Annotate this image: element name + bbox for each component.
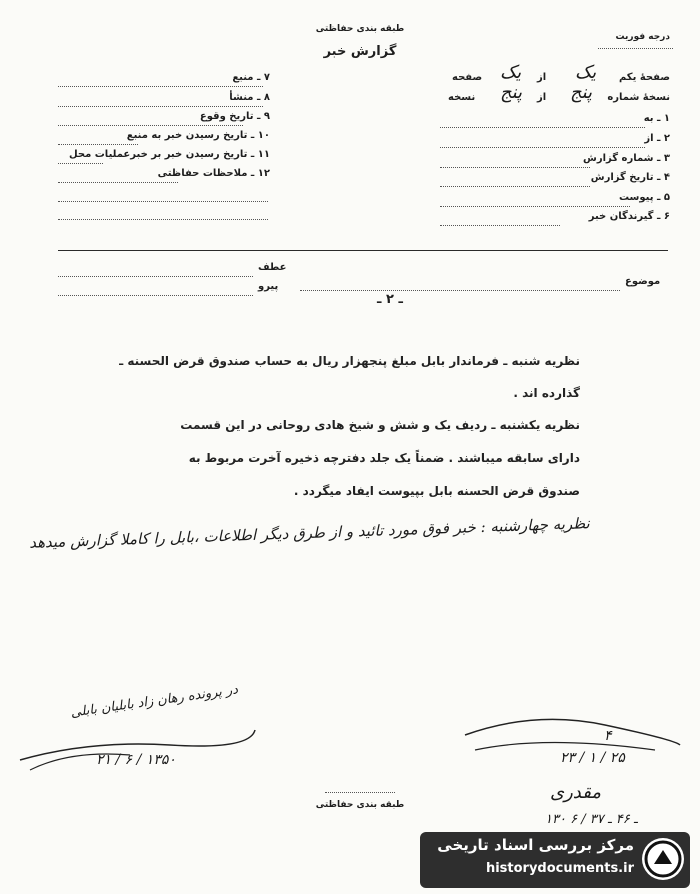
field-recipients-line	[440, 225, 560, 226]
body-line: گذارده اند .	[513, 386, 580, 400]
field-origin-line	[58, 106, 263, 107]
field-source-label: ۷ ـ منبع	[232, 72, 270, 83]
field-report-date-line	[440, 186, 590, 187]
header-separator	[58, 250, 668, 251]
signature-name: مقدری	[550, 782, 601, 803]
copy-number-sep: از	[537, 92, 547, 103]
field-from-label: ۲ ـ از	[644, 133, 670, 144]
peyro-line	[58, 295, 253, 296]
body-line: نظریه شنبه ـ فرماندار بابل مبلغ پنجهزار ریال به حساب صندوق قرض الحسنه ـ	[119, 354, 580, 368]
page-of-hand-2: یک	[500, 62, 522, 83]
copy-number-hand-2: پنج	[500, 82, 523, 103]
priority-line	[598, 48, 673, 49]
field-report-date-label: ۴ ـ تاریخ گزارش	[590, 172, 670, 183]
copy-number-unit: نسخه	[448, 92, 476, 103]
page-of-sep: از	[537, 72, 547, 83]
page-of-hand-1: یک	[575, 62, 597, 83]
field-event-date-label: ۹ ـ تاریخ وقوع	[199, 111, 270, 122]
page-number: ـ ۲ ـ	[377, 292, 403, 307]
signature-line2: ۲۳ / ۱ / ۲۵	[560, 750, 625, 766]
field-recipients-label: ۶ ـ گیرندگان خبر	[588, 211, 670, 222]
field-report-number-line	[440, 167, 590, 168]
subject-line	[300, 290, 620, 291]
signature-code: ۱۳۰ ـ ۴۶ ـ ۳۷ / ۶	[545, 812, 638, 827]
peyro-label: پیرو	[258, 281, 279, 292]
copy-number-label: نسخهٔ شماره	[607, 92, 670, 103]
field-event-date-line	[58, 125, 243, 126]
field-origin-label: ۸ ـ منشأ	[229, 92, 270, 103]
subject-label: موضوع	[625, 276, 661, 287]
atf-line	[58, 276, 253, 277]
page-of-unit: صفحه	[452, 72, 483, 83]
field-extra-line-2	[58, 219, 268, 220]
page-of-label: صفحهٔ یکم	[618, 72, 670, 83]
body-line: صندوق قرض الحسنه بابل بپیوست ایفاد میگردد .	[293, 484, 580, 498]
signature-line1: ۴	[604, 728, 612, 744]
bottom-left-scribble	[10, 700, 260, 780]
field-extra-line-1	[58, 201, 268, 202]
bottom-left-date: ۲۱ / ۶ / ۱۳۵۰	[96, 752, 176, 768]
field-attachment-line	[440, 206, 630, 207]
field-attachment-label: ۵ ـ پیوست	[618, 192, 670, 203]
bottom-left-note: در پرونده رهان زاد بابلیان بابلی	[69, 682, 239, 721]
field-report-number-label: ۳ ـ شماره گزارش	[583, 153, 670, 164]
atf-label: عطف	[258, 262, 287, 273]
classification-header: طبقه بندی حفاظتی	[315, 24, 405, 34]
field-security-notes-label: ۱۲ ـ ملاحظات حفاظتی	[157, 168, 270, 179]
field-from-line	[440, 147, 645, 148]
handwritten-note: نظریه چهارشنبه : خبر فوق مورد تائید و از طرق دیگر اطلاعات ،بابل را کاملا گزارش میدهد	[28, 514, 591, 552]
field-news-to-ops-line	[58, 163, 103, 164]
body-line: دارای سابقه میباشند . ضمناً یک جلد دفترچه ذخیره آخرت مربوط به	[188, 451, 580, 465]
field-news-to-ops-label: ۱۱ ـ تاریخ رسیدن خبر بر خبرعملیات محل	[68, 149, 270, 160]
footer-line	[325, 792, 395, 793]
copy-number-hand-1: پنج	[570, 82, 593, 103]
watermark-logo-icon	[642, 838, 684, 880]
field-source-line	[58, 86, 263, 87]
field-to-label: ۱ ـ به	[643, 113, 670, 124]
watermark-title: مرکز بررسی اسناد تاریخی	[437, 836, 634, 854]
footer-classification: طبقه بندی حفاظتی	[315, 800, 405, 810]
field-news-to-source-label: ۱۰ ـ تاریخ رسیدن خبر به منبع	[126, 130, 270, 141]
priority-label: درجه فوریت	[615, 32, 670, 42]
field-security-notes-line	[58, 182, 178, 183]
field-news-to-source-line	[58, 144, 138, 145]
form-title: گزارش خبر	[323, 44, 397, 59]
body-line: نظریه یکشنبه ـ ردیف یک و شش و شیخ هادی روحانی در این قسمت	[180, 418, 580, 432]
field-to-line	[440, 127, 645, 128]
watermark-url: historydocuments.ir	[485, 861, 634, 876]
